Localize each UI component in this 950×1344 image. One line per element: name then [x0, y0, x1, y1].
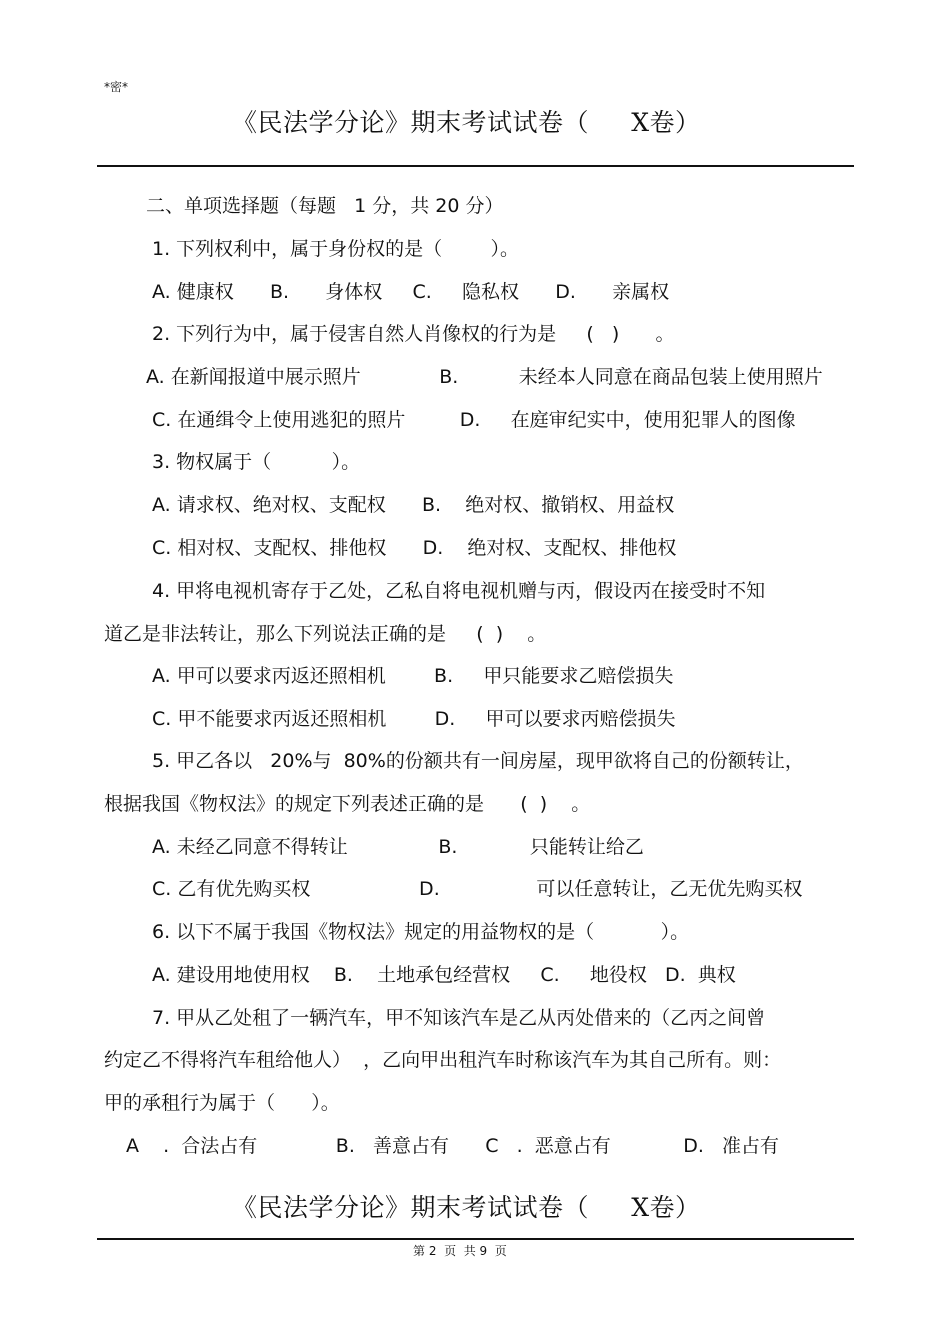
question-5-options-cd: C. 乙有优先购买权 D. 可以任意转让，乙无优先购买权: [152, 878, 803, 900]
secret-label: *密*: [104, 80, 129, 94]
question-7-options: A . 合法占有 B. 善意占有 C . 恶意占有 D. 准占有: [126, 1135, 779, 1157]
question-4-options-ab: A. 甲可以要求丙返还照相机 B. 甲只能要求乙赔偿损失: [152, 665, 674, 687]
question-3-stem: 3. 物权属于（ ）。: [152, 451, 361, 473]
header-divider: [97, 165, 854, 167]
question-1-stem: 1. 下列权利中，属于身份权的是（ ）。: [152, 238, 519, 260]
exam-title: 《民法学分论》期末考试试卷（ X卷）: [232, 108, 701, 137]
question-5-options-ab: A. 未经乙同意不得转让 B. 只能转让给乙: [152, 836, 644, 858]
question-4-stem-line-2: 道乙是非法转让，那么下列说法正确的是 ( ) 。: [104, 623, 547, 645]
question-2-stem: 2. 下列行为中，属于侵害自然人肖像权的行为是 ( ) 。: [152, 323, 675, 345]
question-6-stem: 6. 以下不属于我国《物权法》规定的用益物权的是（ ）。: [152, 921, 690, 943]
question-7-stem-line-1: 7. 甲从乙处租了一辆汽车，甲不知该汽车是乙从丙处借来的（乙丙之间曾: [152, 1007, 766, 1029]
question-5-stem-line-1: 5. 甲乙各以 20%与 80%的份额共有一间房屋，现甲欲将自己的份额转让，: [152, 750, 804, 772]
section-heading: 二、单项选择题（每题 1 分，共 20 分）: [146, 195, 504, 217]
question-7-stem-line-3: 甲的承租行为属于（ ）。: [104, 1092, 340, 1114]
question-7-stem-line-2: 约定乙不得将汽车租给他人） ，乙向甲出租汽车时称该汽车为其自己所有。则：: [104, 1049, 782, 1071]
question-3-options-cd: C. 相对权、支配权、排他权 D. 绝对权、支配权、排他权: [152, 537, 677, 559]
question-6-options: A. 建设用地使用权 B. 土地承包经营权 C. 地役权 D. 典权: [152, 964, 736, 986]
page-number: 第 2 页 共 9 页: [413, 1244, 507, 1258]
question-3-options-ab: A. 请求权、绝对权、支配权 B. 绝对权、撤销权、用益权: [152, 494, 675, 516]
question-4-stem-line-1: 4. 甲将电视机寄存于乙处，乙私自将电视机赠与丙，假设丙在接受时不知: [152, 580, 766, 602]
question-5-stem-line-2: 根据我国《物权法》的规定下列表述正确的是 ( ) 。: [104, 793, 591, 815]
question-2-options-cd: C. 在通缉令上使用逃犯的照片 D. 在庭审纪实中，使用犯罪人的图像: [152, 409, 796, 431]
question-4-options-cd: C. 甲不能要求丙返还照相机 D. 甲可以要求丙赔偿损失: [152, 708, 676, 730]
footer-title: 《民法学分论》期末考试试卷（ X卷）: [232, 1193, 701, 1222]
footer-divider: [97, 1238, 854, 1240]
question-2-options-ab: A. 在新闻报道中展示照片 B. 未经本人同意在商品包装上使用照片: [146, 366, 823, 388]
question-1-options: A. 健康权 B. 身体权 C. 隐私权 D. 亲属权: [152, 281, 670, 303]
